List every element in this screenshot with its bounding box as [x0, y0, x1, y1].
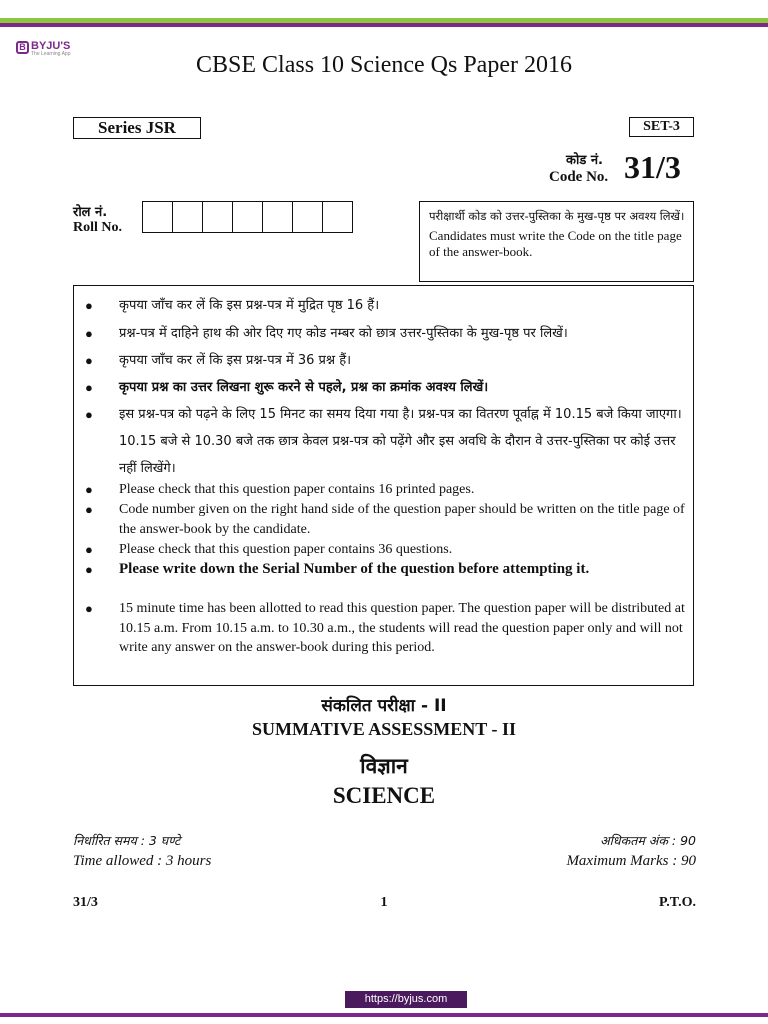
instruction-text: इस प्रश्न-पत्र को पढ़ने के लिए 15 मिनट का समय दिया गया है। प्रश्न-पत्र का वितरण पूर्वाह्न में 10.15 बजे किया जाएगा। 10.15 बजे से 10.30 बजे तक छात्र केवल प्रश्न-पत्र को पढ़ेंगे और इस अवधि के दौरान वे उत्तर-पुस्तिका पर कोई उत्तर नहीं लिखेंगे।	[119, 407, 682, 476]
top-brand-bar	[0, 18, 768, 27]
footer-pto: P.T.O.	[659, 895, 696, 910]
bottom-brand-bar	[0, 1013, 768, 1017]
byjus-logo-name: BYJU'S	[31, 40, 71, 52]
code-note-box	[419, 201, 694, 282]
instruction-text: कृपया जाँच कर लें कि इस प्रश्न-पत्र में मुद्रित पृष्ठ 16 हैं।	[119, 298, 380, 313]
roll-digit-box	[172, 201, 203, 233]
instructions-box: ● कृपया जाँच कर लें कि इस प्रश्न-पत्र में मुद्रित पृष्ठ 16 हैं। ● प्रश्न-पत्र में दाहिने हाथ की ओर दिए गए कोड नम्बर को छात्र उत्तर-पुस्तिका के मुख-पृष्ठ पर लिखें। ● कृपया जाँच कर लें कि इस प्रश्न-पत्र में 36 प्रश्न हैं। ● कृपया प्रश्न का उत्तर लिखना शुरू करने से पहले, प्रश्न का क्रमांक अवश्य लिखें। ● इस प्रश्न-पत्र को पढ़ने के लिए 15 मिनट का समय दिया गया है। प्रश्न-पत्र का वितरण पूर्वाह्न में 10.15 बजे किया जाएगा। 10.15 बजे से 10.30 बजे तक छात्र केवल प्रश्न-पत्र को पढ़ेंगे और इस अवधि के दौरान वे उत्तर-पुस्तिका पर कोई उत्तर नहीं लिखेंगे। ● Please check that this question paper contains 16 printed pages. ● Code number given on the right hand side of the question paper should be written on the title page of the answer-book by the candidate. ● Please check that this question paper contains 36 questions. ● Please write down the Serial Number of the question before attempting it. ● 15 minute time has been allotted to read this question paper. The question paper will be distributed at 10.15 a.m. From 10.15 a.m. to 10.30 a.m., the students will read the question paper only and will not write any answer on the answer-book during this period.	[73, 285, 694, 686]
max-marks-hindi: अधिकतम अंक : 90	[600, 833, 696, 848]
roll-label-hindi: रोल नं.	[73, 205, 108, 220]
roll-digit-box	[202, 201, 233, 233]
max-marks-english: Maximum Marks : 90	[566, 853, 696, 869]
roll-digit-box	[142, 201, 173, 233]
instruction-text: Code number given on the right hand side of the question paper should be written on the title page of the answer-book by the candidate.	[119, 502, 685, 537]
footer-page-number: 1	[380, 895, 388, 910]
instruction-text: 15 minute time has been allotted to read this question paper. The question paper will be distributed at 10.15 a.m. From 10.15 a.m. to 10.30 a.m., the students will read the question paper only and will not write any answer on the answer-book during this period.	[119, 601, 685, 655]
code-note-english: Candidates must write the Code on the title page of the answer-book.	[429, 228, 682, 259]
byjus-logo-icon: B	[16, 41, 29, 54]
code-note-hindi: परीक्षार्थी कोड को उत्तर-पुस्तिका के मुख-पृष्ठ पर अवश्य लिखें।	[429, 209, 685, 223]
code-label-hindi: कोड नं.	[566, 153, 603, 168]
series-box: Series JSR	[73, 117, 201, 139]
time-allowed-hindi: निर्धारित समय : 3 घण्टे	[73, 833, 181, 848]
byjus-logo-tagline: The Learning App	[31, 51, 71, 57]
set-box: SET-3	[629, 117, 694, 137]
roll-digit-box	[232, 201, 263, 233]
roll-digit-box	[322, 201, 353, 233]
assessment-title-english: SUMMATIVE ASSESSMENT - II	[252, 719, 516, 739]
instruction-text: Please write down the Serial Number of the question before attempting it.	[119, 561, 590, 577]
assessment-title-hindi: संकलित परीक्षा - II	[321, 696, 447, 716]
top-purple-stripe	[0, 23, 768, 27]
page-title: CBSE Class 10 Science Qs Paper 2016	[196, 52, 572, 78]
instruction-text: Please check that this question paper contains 16 printed pages.	[119, 482, 475, 497]
instruction-text: प्रश्न-पत्र में दाहिने हाथ की ओर दिए गए कोड नम्बर को छात्र उत्तर-पुस्तिका के मुख-पृष्ठ पर लिखें।	[119, 326, 568, 341]
footer-code: 31/3	[73, 895, 98, 910]
code-label-english: Code No.	[549, 169, 609, 185]
code-number: 31/3	[624, 149, 681, 185]
subject-english: SCIENCE	[332, 783, 436, 808]
subject-hindi: विज्ञान	[360, 754, 408, 778]
roll-number-boxes	[143, 201, 353, 233]
roll-label-english: Roll No.	[73, 220, 122, 235]
instruction-text: कृपया जाँच कर लें कि इस प्रश्न-पत्र में 36 प्रश्न हैं।	[119, 353, 352, 368]
instruction-text: Please check that this question paper contains 36 questions.	[119, 542, 453, 557]
byjus-url-link[interactable]: https://byjus.com	[345, 991, 467, 1008]
instruction-text: कृपया प्रश्न का उत्तर लिखना शुरू करने से पहले, प्रश्न का क्रमांक अवश्य लिखें।	[119, 380, 489, 395]
roll-digit-box	[262, 201, 293, 233]
roll-digit-box	[292, 201, 323, 233]
time-allowed-english: Time allowed : 3 hours	[73, 853, 212, 869]
